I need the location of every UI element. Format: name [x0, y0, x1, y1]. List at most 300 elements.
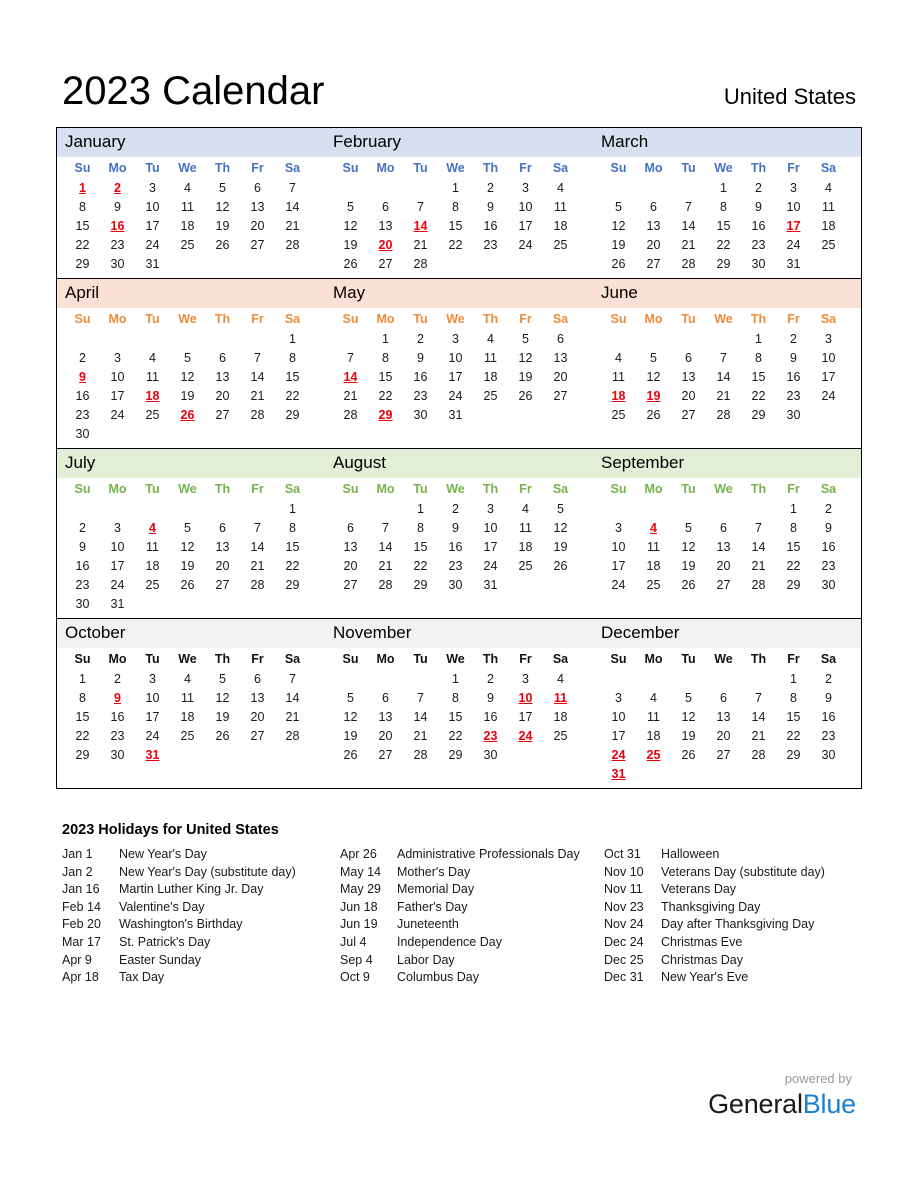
- day-cell[interactable]: 25: [145, 578, 160, 592]
- day-cell[interactable]: 15: [751, 370, 766, 384]
- day-cell[interactable]: 7: [755, 521, 762, 535]
- day-cell[interactable]: 6: [254, 181, 261, 195]
- day-cell[interactable]: 16: [413, 370, 428, 384]
- day-cell[interactable]: 14: [716, 370, 731, 384]
- day-cell[interactable]: 12: [518, 351, 533, 365]
- day-cell[interactable]: 23: [751, 238, 766, 252]
- day-cell[interactable]: 9: [487, 691, 494, 705]
- day-cell[interactable]: 11: [822, 200, 835, 214]
- day-cell[interactable]: 27: [215, 578, 230, 592]
- day-cell[interactable]: 25: [518, 559, 533, 573]
- day-cell[interactable]: 22: [75, 729, 90, 743]
- day-cell[interactable]: 24: [518, 238, 533, 252]
- day-cell[interactable]: 12: [180, 370, 195, 384]
- day-cell[interactable]: 5: [219, 672, 226, 686]
- day-cell[interactable]: 7: [417, 200, 424, 214]
- day-cell[interactable]: 12: [180, 540, 195, 554]
- day-cell[interactable]: 18: [646, 559, 661, 573]
- day-cell[interactable]: 11: [181, 691, 194, 705]
- day-cell[interactable]: 30: [821, 748, 836, 762]
- day-cell[interactable]: 16: [75, 559, 90, 573]
- day-cell[interactable]: 24: [611, 578, 626, 592]
- day-cell[interactable]: 14: [285, 200, 300, 214]
- day-cell[interactable]: 19: [681, 559, 696, 573]
- day-cell[interactable]: 3: [149, 672, 156, 686]
- day-cell[interactable]: 10: [821, 351, 836, 365]
- day-cell[interactable]: 6: [254, 672, 261, 686]
- day-cell[interactable]: 8: [720, 200, 727, 214]
- day-cell-holiday[interactable]: 24: [611, 748, 626, 762]
- day-cell[interactable]: 10: [110, 540, 125, 554]
- day-cell[interactable]: 16: [751, 219, 766, 233]
- day-cell[interactable]: 27: [378, 257, 393, 271]
- day-cell[interactable]: 4: [650, 691, 657, 705]
- day-cell[interactable]: 27: [716, 578, 731, 592]
- day-cell[interactable]: 30: [75, 427, 90, 441]
- day-cell[interactable]: 8: [417, 521, 424, 535]
- day-cell[interactable]: 30: [75, 597, 90, 611]
- day-cell[interactable]: 22: [786, 559, 801, 573]
- day-cell[interactable]: 7: [755, 691, 762, 705]
- day-cell[interactable]: 5: [184, 521, 191, 535]
- day-cell[interactable]: 8: [790, 691, 797, 705]
- day-cell[interactable]: 4: [522, 502, 529, 516]
- day-cell[interactable]: 18: [145, 559, 160, 573]
- day-cell[interactable]: 17: [145, 710, 160, 724]
- day-cell-holiday[interactable]: 2: [114, 181, 121, 195]
- day-cell[interactable]: 26: [681, 748, 696, 762]
- day-cell[interactable]: 23: [821, 729, 836, 743]
- day-cell[interactable]: 15: [378, 370, 393, 384]
- day-cell[interactable]: 1: [289, 332, 296, 346]
- day-cell[interactable]: 1: [79, 672, 86, 686]
- day-cell[interactable]: 1: [417, 502, 424, 516]
- day-cell[interactable]: 10: [483, 521, 498, 535]
- day-cell[interactable]: 7: [289, 181, 296, 195]
- day-cell-holiday[interactable]: 11: [553, 691, 568, 705]
- day-cell[interactable]: 7: [720, 351, 727, 365]
- day-cell[interactable]: 3: [522, 181, 529, 195]
- day-cell-holiday[interactable]: 14: [413, 219, 428, 233]
- day-cell[interactable]: 21: [413, 238, 428, 252]
- day-cell[interactable]: 16: [821, 540, 836, 554]
- day-cell[interactable]: 4: [825, 181, 832, 195]
- day-cell[interactable]: 3: [487, 502, 494, 516]
- day-cell[interactable]: 11: [146, 540, 159, 554]
- day-cell[interactable]: 24: [483, 559, 498, 573]
- day-cell[interactable]: 23: [413, 389, 428, 403]
- day-cell[interactable]: 1: [720, 181, 727, 195]
- day-cell[interactable]: 19: [215, 710, 230, 724]
- day-cell[interactable]: 24: [145, 729, 160, 743]
- day-cell[interactable]: 9: [417, 351, 424, 365]
- day-cell[interactable]: 23: [448, 559, 463, 573]
- day-cell[interactable]: 2: [417, 332, 424, 346]
- day-cell[interactable]: 25: [553, 729, 568, 743]
- day-cell[interactable]: 20: [250, 710, 265, 724]
- day-cell[interactable]: 27: [343, 578, 358, 592]
- day-cell-holiday[interactable]: 23: [483, 729, 498, 743]
- day-cell-holiday[interactable]: 4: [149, 521, 156, 535]
- day-cell-holiday[interactable]: 16: [110, 219, 125, 233]
- day-cell[interactable]: 21: [413, 729, 428, 743]
- day-cell[interactable]: 11: [647, 540, 660, 554]
- day-cell[interactable]: 30: [413, 408, 428, 422]
- day-cell-holiday[interactable]: 10: [518, 691, 533, 705]
- day-cell[interactable]: 18: [518, 540, 533, 554]
- day-cell[interactable]: 20: [646, 238, 661, 252]
- day-cell[interactable]: 14: [250, 540, 265, 554]
- day-cell[interactable]: 18: [180, 710, 195, 724]
- day-cell[interactable]: 21: [681, 238, 696, 252]
- day-cell[interactable]: 3: [452, 332, 459, 346]
- day-cell-holiday[interactable]: 31: [145, 748, 160, 762]
- day-cell[interactable]: 26: [646, 408, 661, 422]
- day-cell[interactable]: 2: [790, 332, 797, 346]
- day-cell[interactable]: 30: [110, 748, 125, 762]
- day-cell[interactable]: 11: [484, 351, 497, 365]
- day-cell-holiday[interactable]: 9: [79, 370, 86, 384]
- day-cell[interactable]: 12: [611, 219, 626, 233]
- day-cell[interactable]: 19: [343, 238, 358, 252]
- day-cell[interactable]: 17: [110, 389, 125, 403]
- day-cell[interactable]: 25: [646, 578, 661, 592]
- day-cell-holiday[interactable]: 26: [180, 408, 195, 422]
- day-cell[interactable]: 15: [448, 219, 463, 233]
- day-cell[interactable]: 12: [343, 219, 358, 233]
- day-cell[interactable]: 21: [716, 389, 731, 403]
- day-cell[interactable]: 29: [751, 408, 766, 422]
- day-cell[interactable]: 29: [413, 578, 428, 592]
- day-cell[interactable]: 17: [518, 710, 533, 724]
- day-cell[interactable]: 12: [681, 710, 696, 724]
- day-cell[interactable]: 2: [755, 181, 762, 195]
- day-cell[interactable]: 28: [751, 578, 766, 592]
- day-cell[interactable]: 26: [343, 257, 358, 271]
- day-cell[interactable]: 11: [612, 370, 625, 384]
- day-cell[interactable]: 11: [519, 521, 532, 535]
- day-cell[interactable]: 7: [417, 691, 424, 705]
- day-cell[interactable]: 30: [448, 578, 463, 592]
- day-cell[interactable]: 31: [448, 408, 463, 422]
- day-cell[interactable]: 19: [180, 559, 195, 573]
- day-cell[interactable]: 5: [522, 332, 529, 346]
- day-cell[interactable]: 14: [413, 710, 428, 724]
- day-cell[interactable]: 16: [786, 370, 801, 384]
- day-cell[interactable]: 21: [751, 559, 766, 573]
- day-cell[interactable]: 8: [79, 200, 86, 214]
- day-cell[interactable]: 12: [681, 540, 696, 554]
- day-cell[interactable]: 18: [553, 219, 568, 233]
- day-cell[interactable]: 29: [786, 748, 801, 762]
- day-cell[interactable]: 6: [219, 351, 226, 365]
- day-cell-holiday[interactable]: 9: [114, 691, 121, 705]
- day-cell[interactable]: 17: [448, 370, 463, 384]
- day-cell[interactable]: 15: [448, 710, 463, 724]
- day-cell[interactable]: 27: [681, 408, 696, 422]
- day-cell[interactable]: 28: [250, 408, 265, 422]
- day-cell[interactable]: 2: [825, 502, 832, 516]
- day-cell[interactable]: 13: [378, 219, 393, 233]
- day-cell[interactable]: 23: [110, 238, 125, 252]
- day-cell[interactable]: 16: [821, 710, 836, 724]
- day-cell-holiday[interactable]: 14: [343, 370, 358, 384]
- day-cell[interactable]: 6: [557, 332, 564, 346]
- day-cell[interactable]: 29: [285, 408, 300, 422]
- day-cell[interactable]: 19: [553, 540, 568, 554]
- day-cell[interactable]: 13: [716, 710, 731, 724]
- day-cell[interactable]: 20: [250, 219, 265, 233]
- day-cell[interactable]: 2: [452, 502, 459, 516]
- day-cell[interactable]: 8: [79, 691, 86, 705]
- day-cell[interactable]: 31: [786, 257, 801, 271]
- day-cell[interactable]: 13: [215, 540, 230, 554]
- day-cell[interactable]: 22: [75, 238, 90, 252]
- day-cell[interactable]: 4: [557, 672, 564, 686]
- day-cell-holiday[interactable]: 20: [378, 238, 393, 252]
- day-cell[interactable]: 25: [611, 408, 626, 422]
- day-cell[interactable]: 16: [75, 389, 90, 403]
- day-cell[interactable]: 22: [285, 389, 300, 403]
- day-cell[interactable]: 29: [285, 578, 300, 592]
- day-cell[interactable]: 22: [716, 238, 731, 252]
- day-cell[interactable]: 1: [755, 332, 762, 346]
- day-cell[interactable]: 20: [378, 729, 393, 743]
- day-cell[interactable]: 6: [685, 351, 692, 365]
- day-cell[interactable]: 25: [180, 238, 195, 252]
- day-cell[interactable]: 28: [343, 408, 358, 422]
- day-cell[interactable]: 23: [110, 729, 125, 743]
- day-cell[interactable]: 25: [180, 729, 195, 743]
- day-cell[interactable]: 10: [145, 691, 160, 705]
- day-cell[interactable]: 15: [75, 710, 90, 724]
- day-cell[interactable]: 27: [716, 748, 731, 762]
- day-cell[interactable]: 12: [553, 521, 568, 535]
- day-cell[interactable]: 9: [452, 521, 459, 535]
- day-cell[interactable]: 15: [75, 219, 90, 233]
- day-cell[interactable]: 2: [487, 181, 494, 195]
- day-cell[interactable]: 28: [285, 238, 300, 252]
- day-cell[interactable]: 6: [382, 691, 389, 705]
- day-cell[interactable]: 14: [250, 370, 265, 384]
- day-cell[interactable]: 10: [448, 351, 463, 365]
- day-cell[interactable]: 11: [181, 200, 194, 214]
- day-cell-holiday[interactable]: 18: [145, 389, 160, 403]
- day-cell-holiday[interactable]: 24: [518, 729, 533, 743]
- day-cell[interactable]: 26: [681, 578, 696, 592]
- day-cell[interactable]: 31: [145, 257, 160, 271]
- day-cell[interactable]: 24: [110, 408, 125, 422]
- day-cell[interactable]: 13: [646, 219, 661, 233]
- day-cell[interactable]: 8: [452, 200, 459, 214]
- day-cell[interactable]: 22: [285, 559, 300, 573]
- day-cell[interactable]: 5: [347, 691, 354, 705]
- day-cell[interactable]: 5: [219, 181, 226, 195]
- day-cell[interactable]: 13: [250, 200, 265, 214]
- day-cell[interactable]: 7: [289, 672, 296, 686]
- day-cell[interactable]: 6: [219, 521, 226, 535]
- day-cell[interactable]: 8: [289, 351, 296, 365]
- day-cell[interactable]: 10: [611, 540, 626, 554]
- day-cell[interactable]: 12: [646, 370, 661, 384]
- day-cell[interactable]: 3: [114, 351, 121, 365]
- day-cell[interactable]: 22: [413, 559, 428, 573]
- day-cell[interactable]: 30: [821, 578, 836, 592]
- day-cell[interactable]: 13: [215, 370, 230, 384]
- day-cell[interactable]: 3: [149, 181, 156, 195]
- day-cell[interactable]: 28: [378, 578, 393, 592]
- day-cell[interactable]: 29: [786, 578, 801, 592]
- day-cell[interactable]: 30: [110, 257, 125, 271]
- day-cell[interactable]: 10: [611, 710, 626, 724]
- day-cell[interactable]: 5: [557, 502, 564, 516]
- day-cell[interactable]: 31: [483, 578, 498, 592]
- day-cell[interactable]: 21: [250, 559, 265, 573]
- day-cell[interactable]: 7: [382, 521, 389, 535]
- day-cell[interactable]: 13: [343, 540, 358, 554]
- day-cell[interactable]: 13: [553, 351, 568, 365]
- day-cell[interactable]: 14: [681, 219, 696, 233]
- day-cell[interactable]: 13: [716, 540, 731, 554]
- day-cell[interactable]: 21: [250, 389, 265, 403]
- day-cell[interactable]: 7: [685, 200, 692, 214]
- day-cell[interactable]: 11: [146, 370, 159, 384]
- day-cell[interactable]: 8: [382, 351, 389, 365]
- day-cell[interactable]: 21: [751, 729, 766, 743]
- day-cell[interactable]: 18: [646, 729, 661, 743]
- day-cell[interactable]: 16: [448, 540, 463, 554]
- day-cell[interactable]: 28: [250, 578, 265, 592]
- day-cell[interactable]: 18: [180, 219, 195, 233]
- day-cell[interactable]: 1: [382, 332, 389, 346]
- day-cell[interactable]: 8: [755, 351, 762, 365]
- day-cell[interactable]: 1: [452, 181, 459, 195]
- day-cell[interactable]: 14: [751, 710, 766, 724]
- day-cell[interactable]: 3: [522, 672, 529, 686]
- day-cell-holiday[interactable]: 31: [611, 767, 626, 781]
- day-cell[interactable]: 29: [448, 748, 463, 762]
- day-cell[interactable]: 9: [114, 200, 121, 214]
- day-cell[interactable]: 22: [378, 389, 393, 403]
- day-cell[interactable]: 6: [347, 521, 354, 535]
- day-cell[interactable]: 15: [285, 540, 300, 554]
- day-cell[interactable]: 19: [180, 389, 195, 403]
- day-cell[interactable]: 30: [751, 257, 766, 271]
- day-cell[interactable]: 14: [378, 540, 393, 554]
- day-cell[interactable]: 29: [75, 748, 90, 762]
- day-cell[interactable]: 16: [483, 710, 498, 724]
- day-cell[interactable]: 4: [149, 351, 156, 365]
- day-cell[interactable]: 19: [343, 729, 358, 743]
- day-cell[interactable]: 4: [615, 351, 622, 365]
- day-cell[interactable]: 1: [289, 502, 296, 516]
- day-cell-holiday[interactable]: 17: [786, 219, 801, 233]
- day-cell[interactable]: 26: [215, 238, 230, 252]
- day-cell[interactable]: 25: [145, 408, 160, 422]
- day-cell[interactable]: 15: [285, 370, 300, 384]
- day-cell[interactable]: 17: [821, 370, 836, 384]
- day-cell[interactable]: 15: [413, 540, 428, 554]
- day-cell[interactable]: 12: [343, 710, 358, 724]
- day-cell[interactable]: 6: [650, 200, 657, 214]
- day-cell[interactable]: 24: [145, 238, 160, 252]
- day-cell[interactable]: 17: [145, 219, 160, 233]
- day-cell[interactable]: 5: [685, 691, 692, 705]
- day-cell[interactable]: 21: [343, 389, 358, 403]
- day-cell[interactable]: 25: [821, 238, 836, 252]
- day-cell[interactable]: 16: [483, 219, 498, 233]
- day-cell[interactable]: 23: [821, 559, 836, 573]
- day-cell[interactable]: 9: [755, 200, 762, 214]
- day-cell[interactable]: 4: [557, 181, 564, 195]
- day-cell[interactable]: 17: [110, 559, 125, 573]
- day-cell[interactable]: 9: [790, 351, 797, 365]
- day-cell[interactable]: 14: [751, 540, 766, 554]
- day-cell[interactable]: 23: [75, 578, 90, 592]
- day-cell[interactable]: 16: [110, 710, 125, 724]
- day-cell[interactable]: 3: [790, 181, 797, 195]
- day-cell[interactable]: 8: [289, 521, 296, 535]
- day-cell[interactable]: 27: [646, 257, 661, 271]
- day-cell[interactable]: 7: [254, 351, 261, 365]
- day-cell[interactable]: 24: [786, 238, 801, 252]
- day-cell[interactable]: 11: [554, 200, 567, 214]
- day-cell[interactable]: 19: [611, 238, 626, 252]
- day-cell[interactable]: 9: [487, 200, 494, 214]
- day-cell[interactable]: 21: [285, 219, 300, 233]
- day-cell[interactable]: 10: [518, 200, 533, 214]
- day-cell[interactable]: 6: [720, 691, 727, 705]
- day-cell[interactable]: 17: [518, 219, 533, 233]
- day-cell[interactable]: 5: [650, 351, 657, 365]
- day-cell[interactable]: 23: [483, 238, 498, 252]
- day-cell[interactable]: 10: [786, 200, 801, 214]
- day-cell[interactable]: 9: [825, 691, 832, 705]
- day-cell[interactable]: 22: [448, 238, 463, 252]
- day-cell-holiday[interactable]: 4: [650, 521, 657, 535]
- day-cell[interactable]: 30: [483, 748, 498, 762]
- day-cell[interactable]: 2: [825, 672, 832, 686]
- day-cell-holiday[interactable]: 19: [646, 389, 661, 403]
- day-cell[interactable]: 18: [553, 710, 568, 724]
- day-cell[interactable]: 3: [825, 332, 832, 346]
- day-cell[interactable]: 27: [378, 748, 393, 762]
- day-cell[interactable]: 20: [343, 559, 358, 573]
- day-cell[interactable]: 28: [413, 748, 428, 762]
- day-cell[interactable]: 10: [110, 370, 125, 384]
- day-cell[interactable]: 29: [716, 257, 731, 271]
- day-cell[interactable]: 7: [347, 351, 354, 365]
- day-cell[interactable]: 8: [790, 521, 797, 535]
- day-cell[interactable]: 17: [611, 729, 626, 743]
- day-cell[interactable]: 20: [716, 559, 731, 573]
- day-cell[interactable]: 20: [681, 389, 696, 403]
- day-cell[interactable]: 1: [790, 672, 797, 686]
- day-cell[interactable]: 5: [184, 351, 191, 365]
- day-cell[interactable]: 14: [285, 691, 300, 705]
- day-cell[interactable]: 26: [180, 578, 195, 592]
- day-cell[interactable]: 24: [110, 578, 125, 592]
- day-cell[interactable]: 3: [114, 521, 121, 535]
- day-cell[interactable]: 20: [215, 559, 230, 573]
- day-cell[interactable]: 12: [215, 200, 230, 214]
- day-cell[interactable]: 15: [716, 219, 731, 233]
- day-cell-holiday[interactable]: 1: [79, 181, 86, 195]
- day-cell[interactable]: 12: [215, 691, 230, 705]
- day-cell[interactable]: 5: [615, 200, 622, 214]
- day-cell[interactable]: 13: [378, 710, 393, 724]
- day-cell[interactable]: 18: [821, 219, 836, 233]
